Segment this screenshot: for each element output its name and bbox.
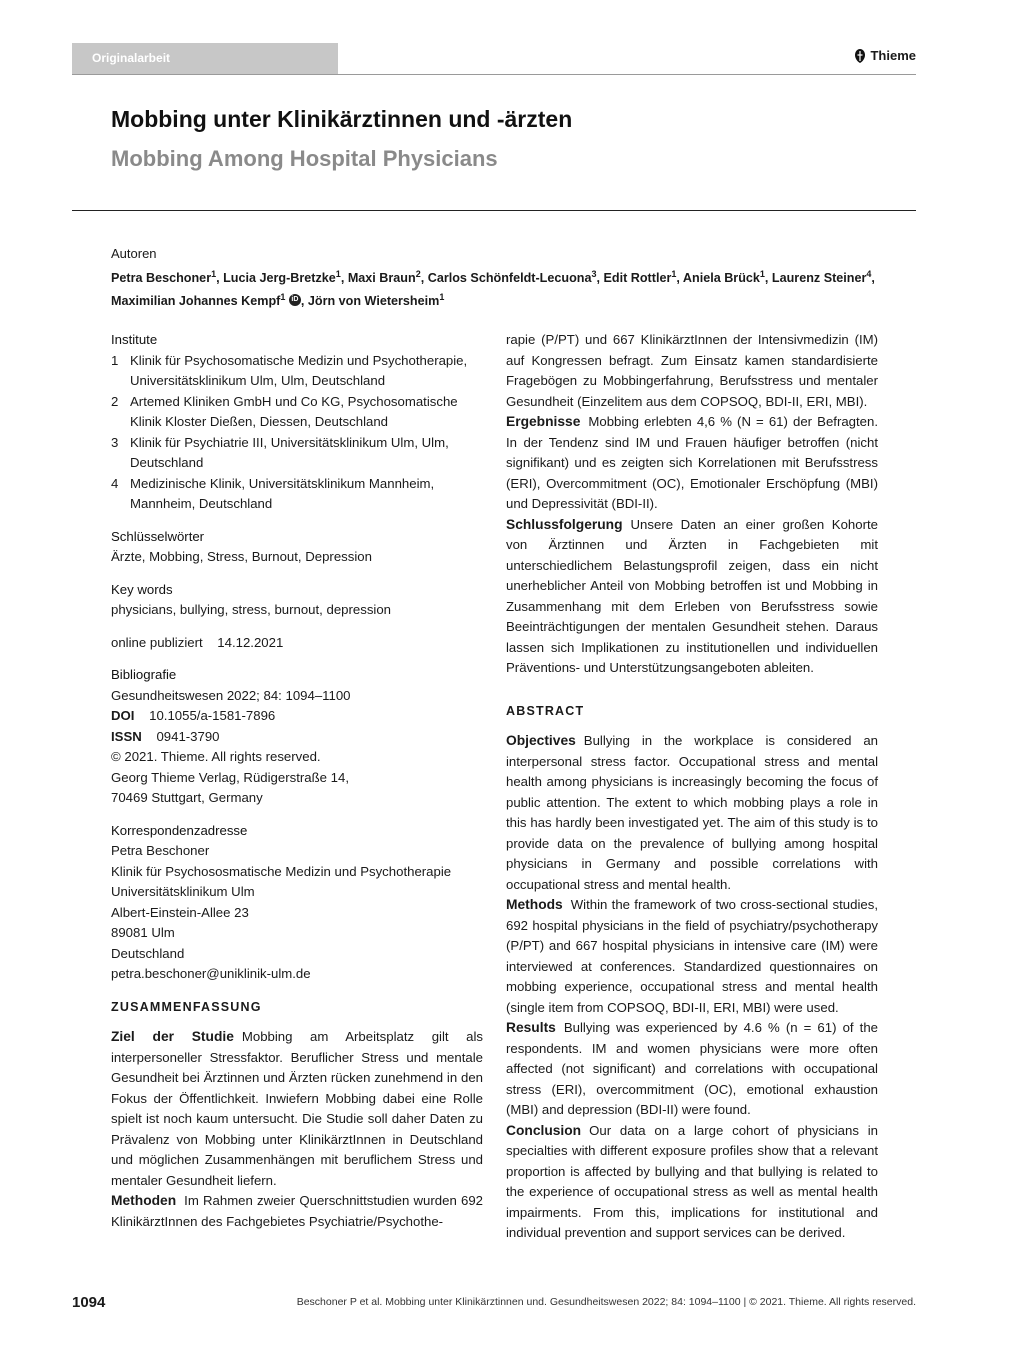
orcid-icon[interactable]: iD [289, 294, 301, 306]
methoden-text: Im Rahmen zweier Querschnittstudien wurden 692 KlinikärztInnen des Fachgebietes Psychiatrie/Psychothe- [111, 1193, 483, 1229]
conclusion-label: Conclusion [506, 1122, 582, 1138]
institute-number: 1 [111, 352, 119, 368]
correspondence-line: Petra Beschoner [111, 843, 210, 858]
title-english: Mobbing Among Hospital Physicians [111, 146, 498, 171]
institute-text: Klinik für Psychiatrie III, Universitätsklinikum Ulm, Ulm, Deutschland [130, 434, 449, 470]
footer-citation: Beschoner P et al. Mobbing unter Klinikärztinnen und. Gesundheitswesen 2022; 84: 1094–1100 | © 2021. Thieme. All rights reserved. [296, 1296, 916, 1308]
online-published [111, 633, 483, 654]
institute-item [111, 433, 483, 474]
author-name: Maximilian Johannes Kempf [111, 294, 281, 309]
keywords-de-block [111, 527, 483, 568]
online-date: 14.12.2021 [217, 634, 284, 650]
results-text: Bullying was experienced by 4.6 % (n = 61) of the respondents. IM and women physicians were more often affected (not significant) and correlations with occupational stress (ERI), overcommitment (OC), emotional exhaustion (MBI) and depression (BDI-II) were found. [506, 1020, 878, 1117]
issn-label: ISSN [111, 728, 142, 744]
correspondence-line: Klinik für Psychososmatische Medizin und Psychotherapie [111, 863, 452, 879]
author-name: Edit Rottler [603, 271, 672, 286]
correspondence-block [111, 821, 483, 985]
schluss-paragraph [506, 515, 878, 679]
author-affiliation: 1 [211, 269, 217, 279]
ziel-text: Mobbing am Arbeitsplatz gilt als interpersoneller Stressfaktor. Beruflicher Stress und mentale Gesundheit bei Ärztinnen und Ärzten rücken zunehmend in den Fokus der Öffentlichkeit. Inwiefern Mobbing dabei eine Rolle spielt ist noch kaum untersucht. Die Studie soll daher Daten zu Prävalenz von Mobbing unter KlinikärztInnen in Deutschland und möglichen Zusammenhängen mit beruflichem Stress und mentaler Gesundheit liefern. [111, 1029, 483, 1188]
institute-number: 3 [111, 434, 119, 450]
publisher-name: Thieme [870, 48, 916, 63]
results-label: Results [506, 1020, 556, 1035]
ergebnisse-paragraph [506, 412, 878, 515]
schluss-text: Unsere Daten an einer großen Kohorte von Ärztinnen und Ärzten in Fachgebieten mit unterschiedlichem Belastungsprofil zeigen, dass ein nicht unerheblicher Anteil von Mobbing betroffen ist und Mobbing in Zusammenhang mit dem Erleben von Berufsstress sowie Beeinträchtigungen der mentalen Gesundheit stehen. Daraus lassen sich Implikationen zu institutionellen und individuellen Präventions- und Unterstützungsangeboten ableiten. [506, 516, 878, 675]
bibliography-block [111, 665, 483, 809]
thieme-logo-icon [854, 49, 866, 63]
methods-paragraph [506, 895, 878, 1018]
objectives-label: Objectives [506, 733, 576, 748]
institute-text: Artemed Kliniken GmbH und Co KG, Psychosomatische Klinik Kloster Dießen, Diessen, Deutschland [130, 393, 458, 429]
keywords-de-text: Ärzte, Mobbing, Stress, Burnout, Depression [111, 549, 372, 564]
issn-value: 0941-3790 [156, 728, 220, 744]
publisher-address-line: 70469 Stuttgart, Germany [111, 790, 263, 805]
objectives-paragraph [506, 731, 878, 895]
bibliography-journal: Gesundheitswesen 2022; 84: 1094–1100 [111, 687, 351, 703]
author-affiliation: 1 [335, 269, 341, 279]
institutes-block [111, 330, 483, 515]
issn-line [111, 727, 483, 748]
author-affiliation: 4 [866, 269, 872, 279]
correspondence-line: Albert-Einstein-Allee 23 [111, 904, 249, 920]
section-label: Originalarbeit [92, 51, 171, 65]
results-paragraph [506, 1018, 878, 1121]
institute-item [111, 351, 483, 392]
author-name: Petra Beschoner [111, 271, 212, 286]
keywords-en-block [111, 580, 483, 621]
title-divider [72, 210, 916, 211]
methods-label: Methods [506, 897, 563, 912]
correspondence-label: Korrespondenzadresse [111, 822, 248, 838]
institute-text: Medizinische Klinik, Universitätsklinikum Mannheim, Mannheim, Deutschland [130, 475, 435, 511]
authors-list: Petra Beschoner$^1$, Lucia Jerg-Bretzke$^1$, Maxi Braun$^2$, Carlos Schönfeldt-Lecuona$^3$, Edit Rottler$^1$, Aniela Brück$^1$, Laurenz Steiner$^4$, Maximilian Johannes Kempf$^1$ iD , Jörn von Wietersheim$^1$ [111, 269, 875, 309]
institute-item [111, 392, 483, 433]
keywords-de-label: Schlüsselwörter [111, 528, 205, 544]
author-name: Jörn von Wietersheim [307, 294, 440, 309]
keywords-en-text: physicians, bullying, stress, burnout, depression [111, 602, 392, 617]
doi-value[interactable]: 10.1055/a-1581-7896 [149, 708, 276, 723]
abstract-heading: ABSTRACT [506, 703, 585, 718]
ziel-label: Ziel der Studie [111, 1029, 234, 1044]
author-name: Carlos Schönfeldt-Lecuona [427, 271, 592, 286]
author-name: Maxi Braun [347, 271, 416, 286]
methoden-label: Methoden [111, 1193, 177, 1208]
doi-label: DOI [111, 708, 135, 723]
copyright-line: © 2021. Thieme. All rights reserved. [111, 749, 321, 764]
objectives-text: Bullying in the workplace is considered an interpersonal stress factor. Occupational stress and mental health among physicians is increasingly becoming the focus of public attention. The extent to which mobbing plays a role in this has hardly been investigated yet. The aim of this study is to provide data on the prevalence of bullying among hospital physicians in Germany and possible correlations with occupational stress and mental health. [506, 733, 878, 892]
correspondence-email[interactable]: petra.beschoner@uniklinik-ulm.de [111, 966, 311, 981]
author-name: Lucia Jerg-Bretzke [223, 271, 336, 286]
title-german: Mobbing unter Klinikärztinnen und -ärzten [111, 106, 573, 132]
zusammenfassung-heading: ZUSAMMENFASSUNG [111, 999, 262, 1014]
institute-number: 2 [111, 393, 119, 409]
bibliography-label: Bibliografie [111, 667, 177, 682]
ergebnisse-label: Ergebnisse [506, 414, 581, 429]
correspondence-line: Universitätsklinikum Ulm [111, 884, 255, 899]
page-number: 1094 [72, 1294, 106, 1311]
ergebnisse-text: Mobbing erlebten 4,6 % (N = 61) der Befragten. In der Tendenz sind IM und Frauen häufiger betroffen (nicht signifikant) und es zeigten sich Korrelationen mit Berufsstress (ERI), Overcommitment (OC), Emotionaler Erschöpfung (MBI) und Depressivität (BDI-II). [506, 414, 878, 511]
author-affiliation: 1 [439, 292, 445, 303]
online-label: online publiziert [111, 634, 203, 650]
publisher-address-line: Georg Thieme Verlag, Rüdigerstraße 14, [111, 769, 349, 785]
author-name: Laurenz Steiner [771, 271, 867, 286]
conclusion-text: Our data on a large cohort of physicians in specialties with different exposure profiles show that a relevant proportion is affected by bullying and that bullying is related to the experience of occupational stress as well as mental health impairments. From this, implications for institutional and individual prevention and support services can be derived. [506, 1122, 878, 1240]
institute-text: Klinik für Psychosomatische Medizin und Psychotherapie, Universitätsklinikum Ulm, Ulm, Deutschland [130, 352, 468, 388]
correspondence-line: 89081 Ulm [111, 925, 175, 940]
methoden-continued: rapie (P/PT) und 667 KlinikärztInnen der Intensivmedizin (IM) auf Kongressen befragt. Zum Einsatz kamen standardisierte Fragebögen zu Mobbingerfahrung, Berufsstress und mentaler Gesundheit (Einzelitem aus dem COPSOQ, BDI-II, ERI, MBI). [506, 332, 878, 409]
ziel-paragraph [111, 1027, 483, 1191]
section-label-tab [72, 43, 338, 74]
author-affiliation: 1 [671, 269, 677, 279]
doi-line [111, 706, 483, 727]
conclusion-paragraph [506, 1121, 878, 1244]
author-name: Aniela Brück [682, 271, 760, 286]
correspondence-line: Deutschland [111, 945, 185, 961]
right-column [506, 330, 878, 1244]
methoden-paragraph [111, 1191, 483, 1232]
publisher-logo [854, 48, 916, 63]
institute-item [111, 474, 483, 515]
author-affiliation: 1 [280, 292, 286, 303]
institutes-label: Institute [111, 332, 158, 347]
methods-text: Within the framework of two cross-sectional studies, 692 hospital physicians in the field of psychiatry/psychotherapy (P/PT) and 667 hospital physicians in intensive care (IM) were interviewed at conferences. Standardized questionnaires on mobbing experience, occupational stress and mental health (single item from COPSOQ, BDI-II, ERI, MBI) were used. [506, 897, 878, 1015]
schluss-label: Schlussfolgerung [506, 516, 623, 532]
keywords-en-label: Key words [111, 581, 173, 597]
left-column [111, 330, 483, 1232]
institute-number: 4 [111, 475, 119, 491]
authors-label: Autoren [111, 246, 157, 261]
header-divider [72, 74, 916, 75]
author-affiliation: 3 [591, 269, 597, 279]
author-affiliation: 2 [415, 269, 421, 279]
author-affiliation: 1 [759, 269, 765, 279]
